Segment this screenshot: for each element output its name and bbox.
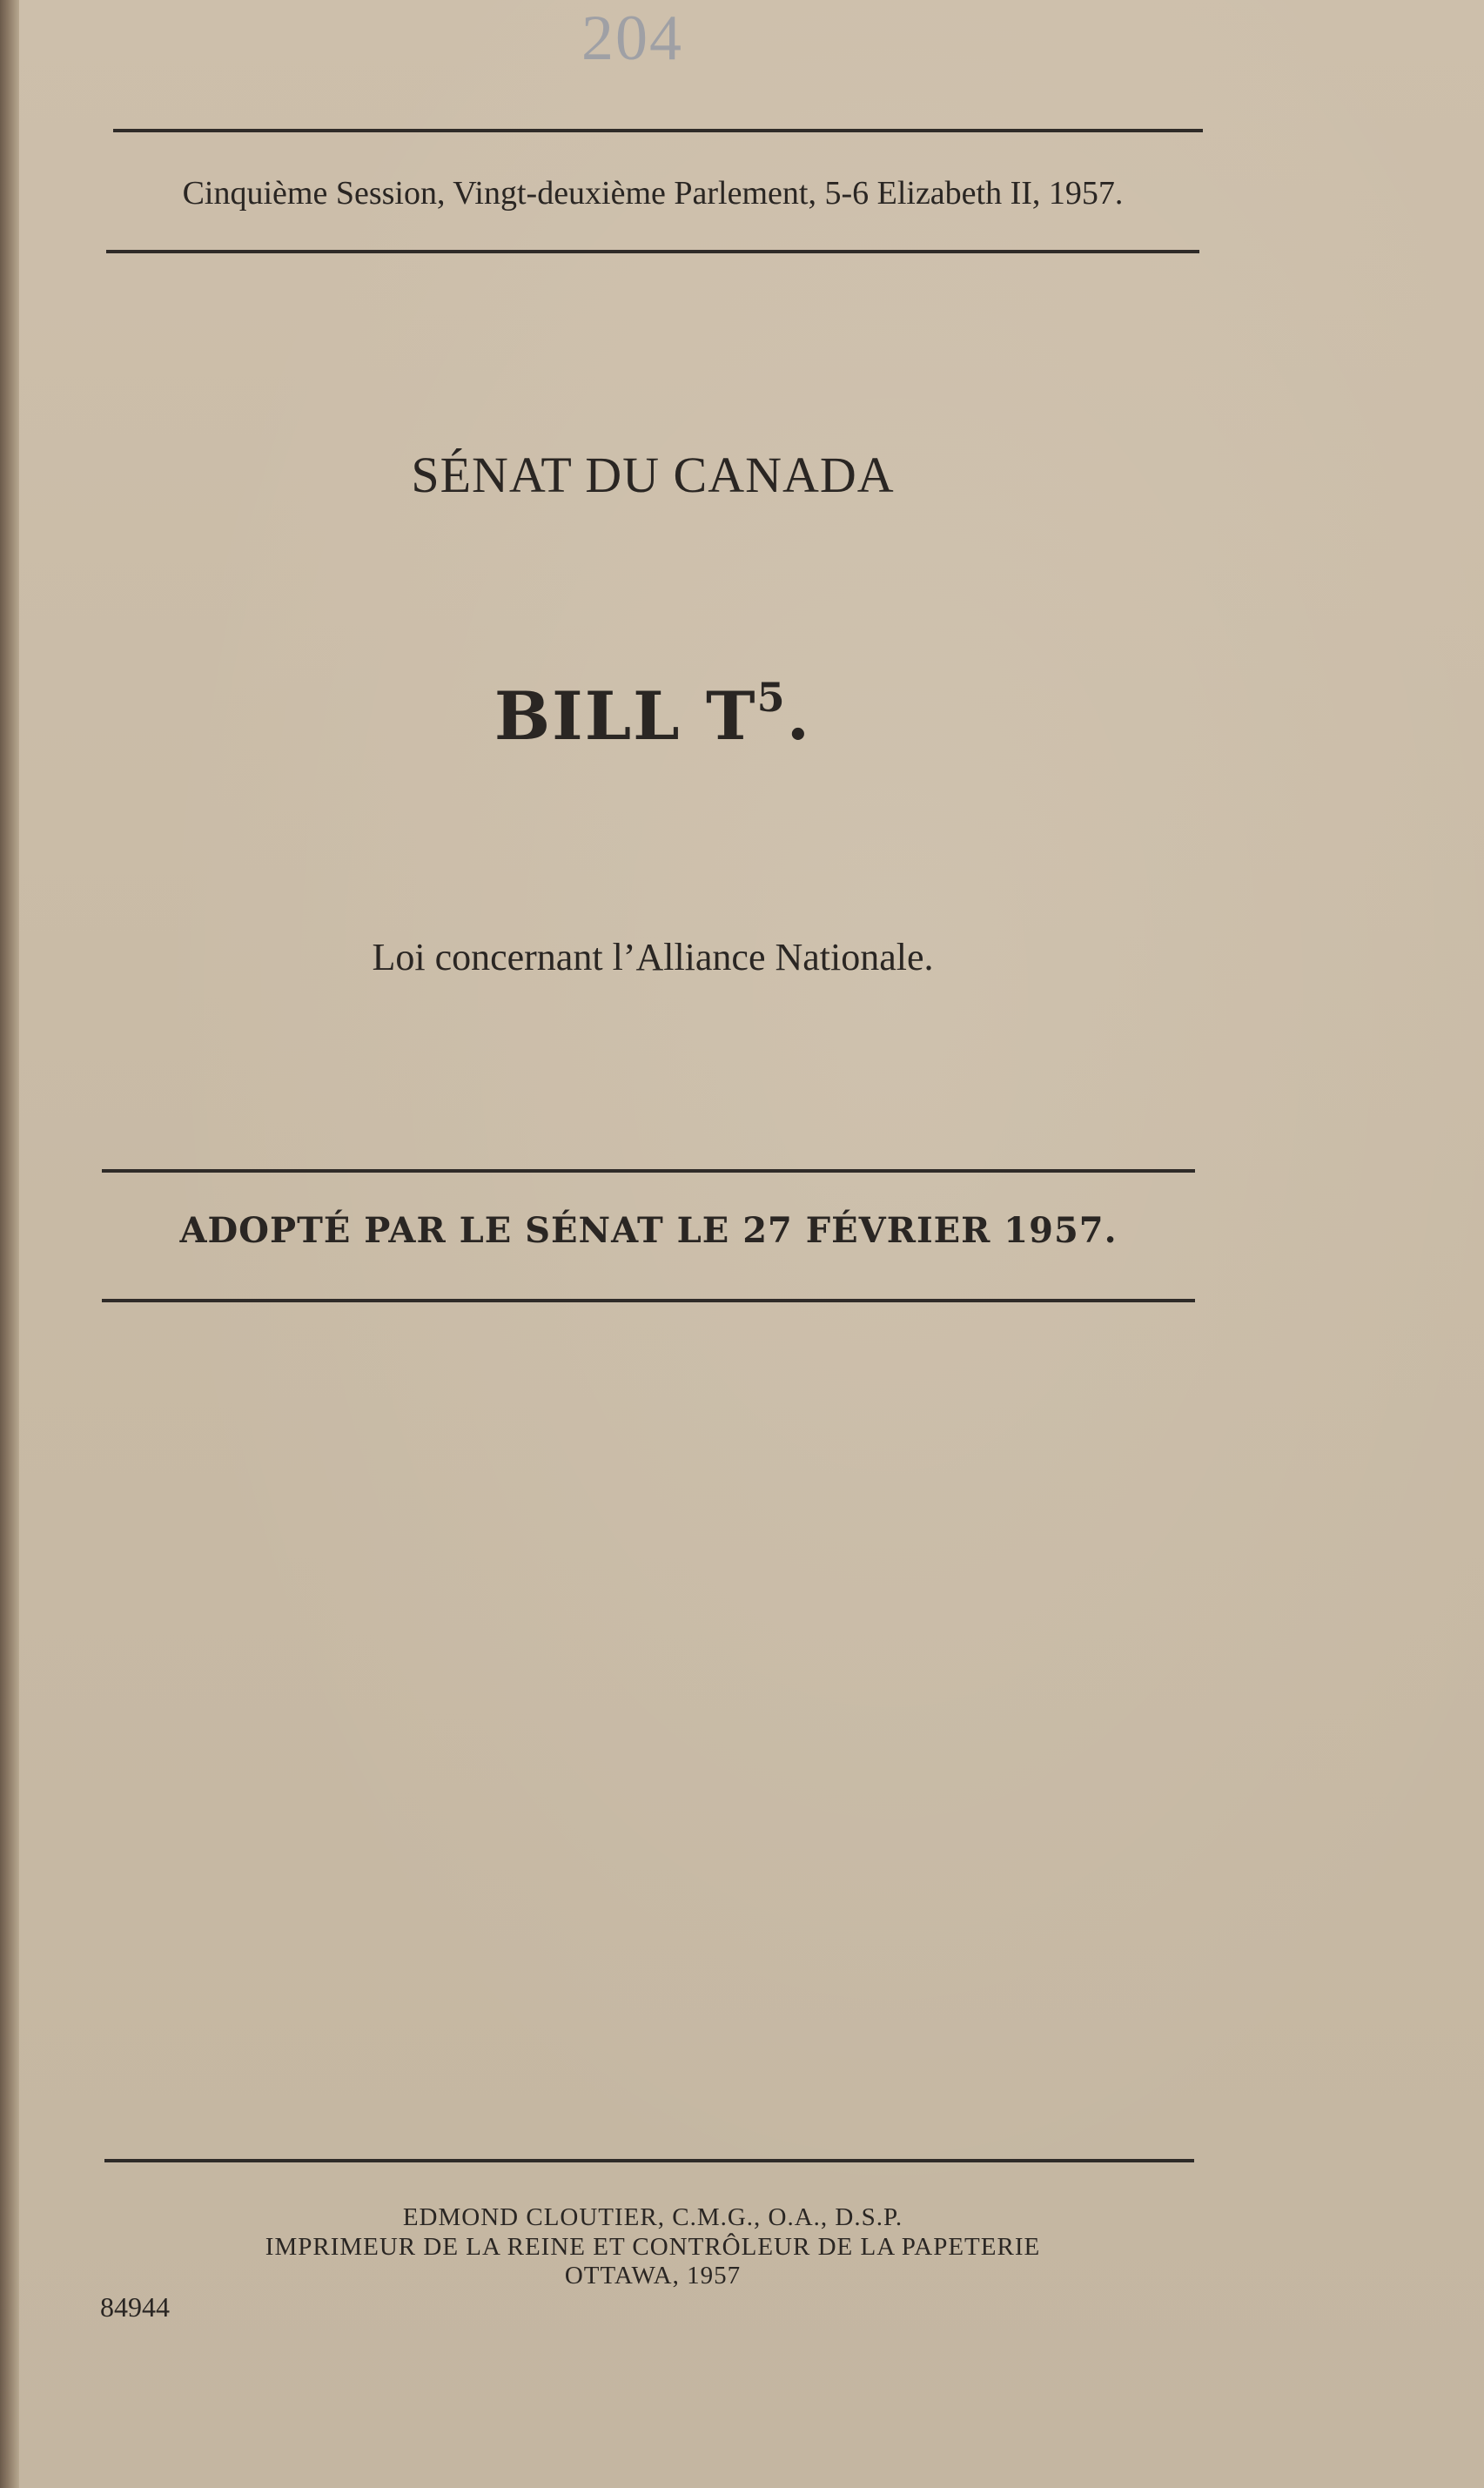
- top-rule: [113, 129, 1203, 132]
- archive-stamp-number: 204: [581, 3, 683, 74]
- bill-superscript: 5: [756, 674, 787, 721]
- session-header: Cinquième Session, Vingt-deuxième Parlement, 5-6 Elizabeth II, 1957.: [182, 175, 1124, 212]
- act-title: Loi concernant l’Alliance Nationale.: [372, 936, 934, 978]
- adopted-top-rule: [102, 1169, 1195, 1173]
- adoption-statement: ADOPTÉ PAR LE SÉNAT LE 27 FÉVRIER 1957.: [179, 1210, 1118, 1251]
- adopted-bottom-rule: [102, 1299, 1195, 1302]
- printer-title: IMPRIMEUR DE LA REINE ET CONTRÔLEUR DE LA PAPETERIE: [265, 2233, 1041, 2261]
- printer-location: OTTAWA, 1957: [564, 2262, 742, 2290]
- bill-label: BILL T: [494, 677, 757, 755]
- bill-period: .: [786, 677, 812, 755]
- senate-title: SÉNAT DU CANADA: [411, 447, 895, 503]
- printer-name: EDMOND CLOUTIER, C.M.G., O.A., D.S.P.: [402, 2203, 903, 2231]
- bill-title: [0, 674, 1306, 755]
- printer-top-rule: [104, 2159, 1194, 2162]
- header-bottom-rule: [106, 250, 1199, 253]
- document-code: 84944: [100, 2291, 170, 2323]
